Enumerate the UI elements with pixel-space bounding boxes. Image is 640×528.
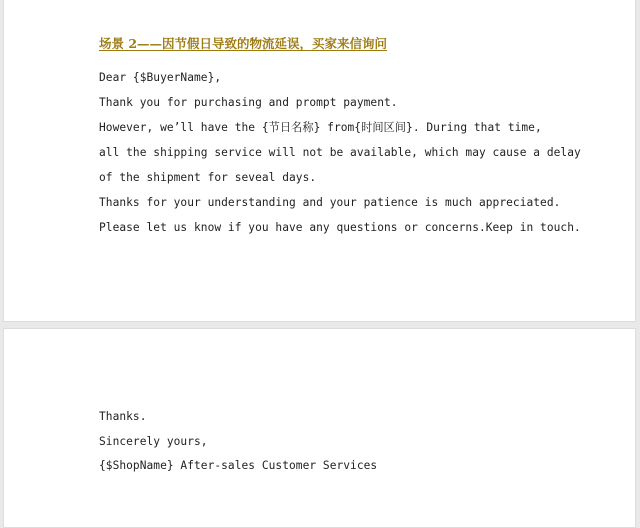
body-line: However, we’ll have the {节日名称} from{时间区间}. During that time, <box>99 121 542 134</box>
closing-line: Sincerely yours, <box>99 434 208 448</box>
body-line: of the shipment for seveal days. <box>99 171 317 184</box>
salutation-line: Dear {$BuyerName}, <box>99 71 222 84</box>
body-line: all the shipping service will not be available, which may cause a delay <box>99 146 581 159</box>
document-page-1 <box>3 0 636 322</box>
letter-closing <box>99 409 377 483</box>
letter-body <box>99 70 581 245</box>
body-line: Thank you for purchasing and prompt payment. <box>99 96 398 109</box>
document-page-2 <box>3 328 636 528</box>
signature-line: {$ShopName} After-sales Customer Services <box>99 459 378 472</box>
body-line: Please let us know if you have any questions or concerns.Keep in touch. <box>99 221 581 234</box>
closing-line: Thanks. <box>99 410 147 423</box>
scenario-heading: 场景 2——因节假日导致的物流延误，买家来信询问 <box>99 36 388 51</box>
body-line: Thanks for your understanding and your patience is much appreciated. <box>99 196 561 209</box>
